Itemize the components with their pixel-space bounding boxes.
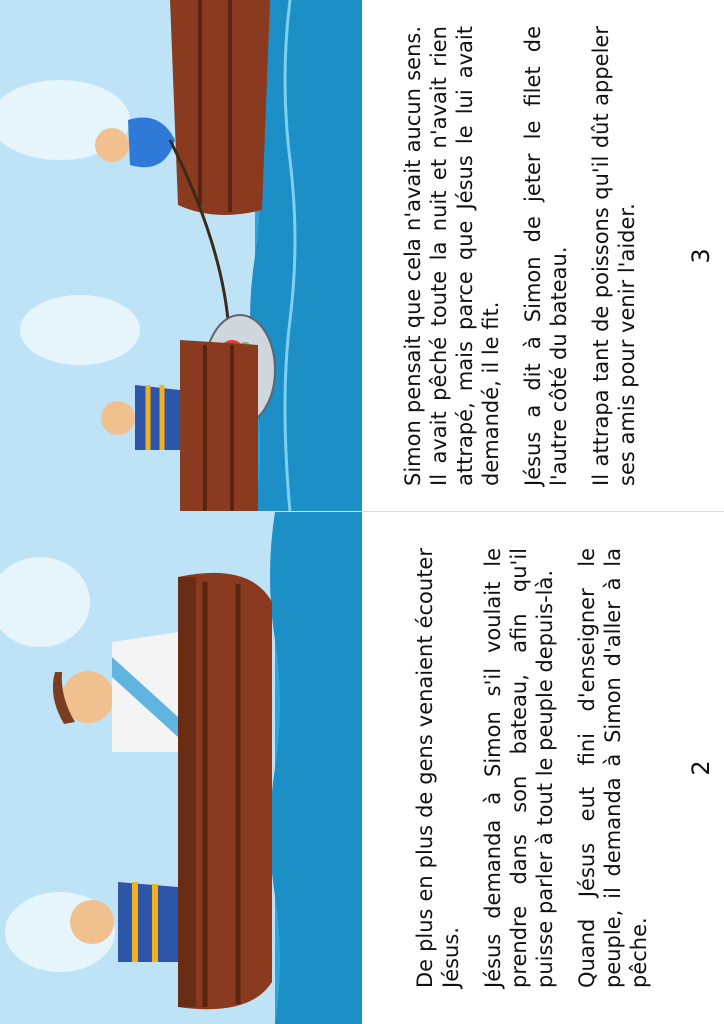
page-2-text <box>412 548 652 988</box>
paragraph: De plus en plus de gens venaient écouter Jésus. <box>413 548 463 988</box>
page-3-text <box>400 26 648 486</box>
paragraph: Quand Jésus eut fini d'enseigner le peuple, il demanda à Simon d'aller à la pêche. <box>575 548 651 988</box>
fisherman-head <box>95 128 129 162</box>
boat <box>180 340 258 512</box>
paragraph: Jésus demanda à Simon s'il voulait le prendre dans son bateau, afin qu'il puisse parler à tout le peuple depuis-là. <box>481 548 557 988</box>
paragraph: Jésus a dit à Simon de jeter le filet de l'autre côté du bateau. <box>521 26 571 486</box>
paragraph: Il attrapa tant de poissons qu'il dût appeler ses amis pour venir l'aider. <box>589 26 639 486</box>
page-number: 3 <box>687 248 715 264</box>
simon-head <box>70 900 114 944</box>
illustration-net-of-fish <box>0 0 362 512</box>
boat <box>170 0 270 215</box>
paragraph: Simon pensait que cela n'avait aucun sens. Il avait pêché toute la nuit et n'avait rien attrapé, mais parce que Jésus le lui avait demandé, il le fit. <box>401 26 503 486</box>
page-number: 2 <box>687 760 715 776</box>
fisherman-head <box>101 401 135 435</box>
wave <box>270 512 362 1024</box>
boat-rim <box>178 577 196 1007</box>
illustration-jesus-in-boat <box>0 512 362 1024</box>
page-2 <box>0 512 724 1024</box>
fisherman-body <box>135 385 180 450</box>
simon-robe <box>118 882 178 962</box>
cloud <box>20 295 140 365</box>
